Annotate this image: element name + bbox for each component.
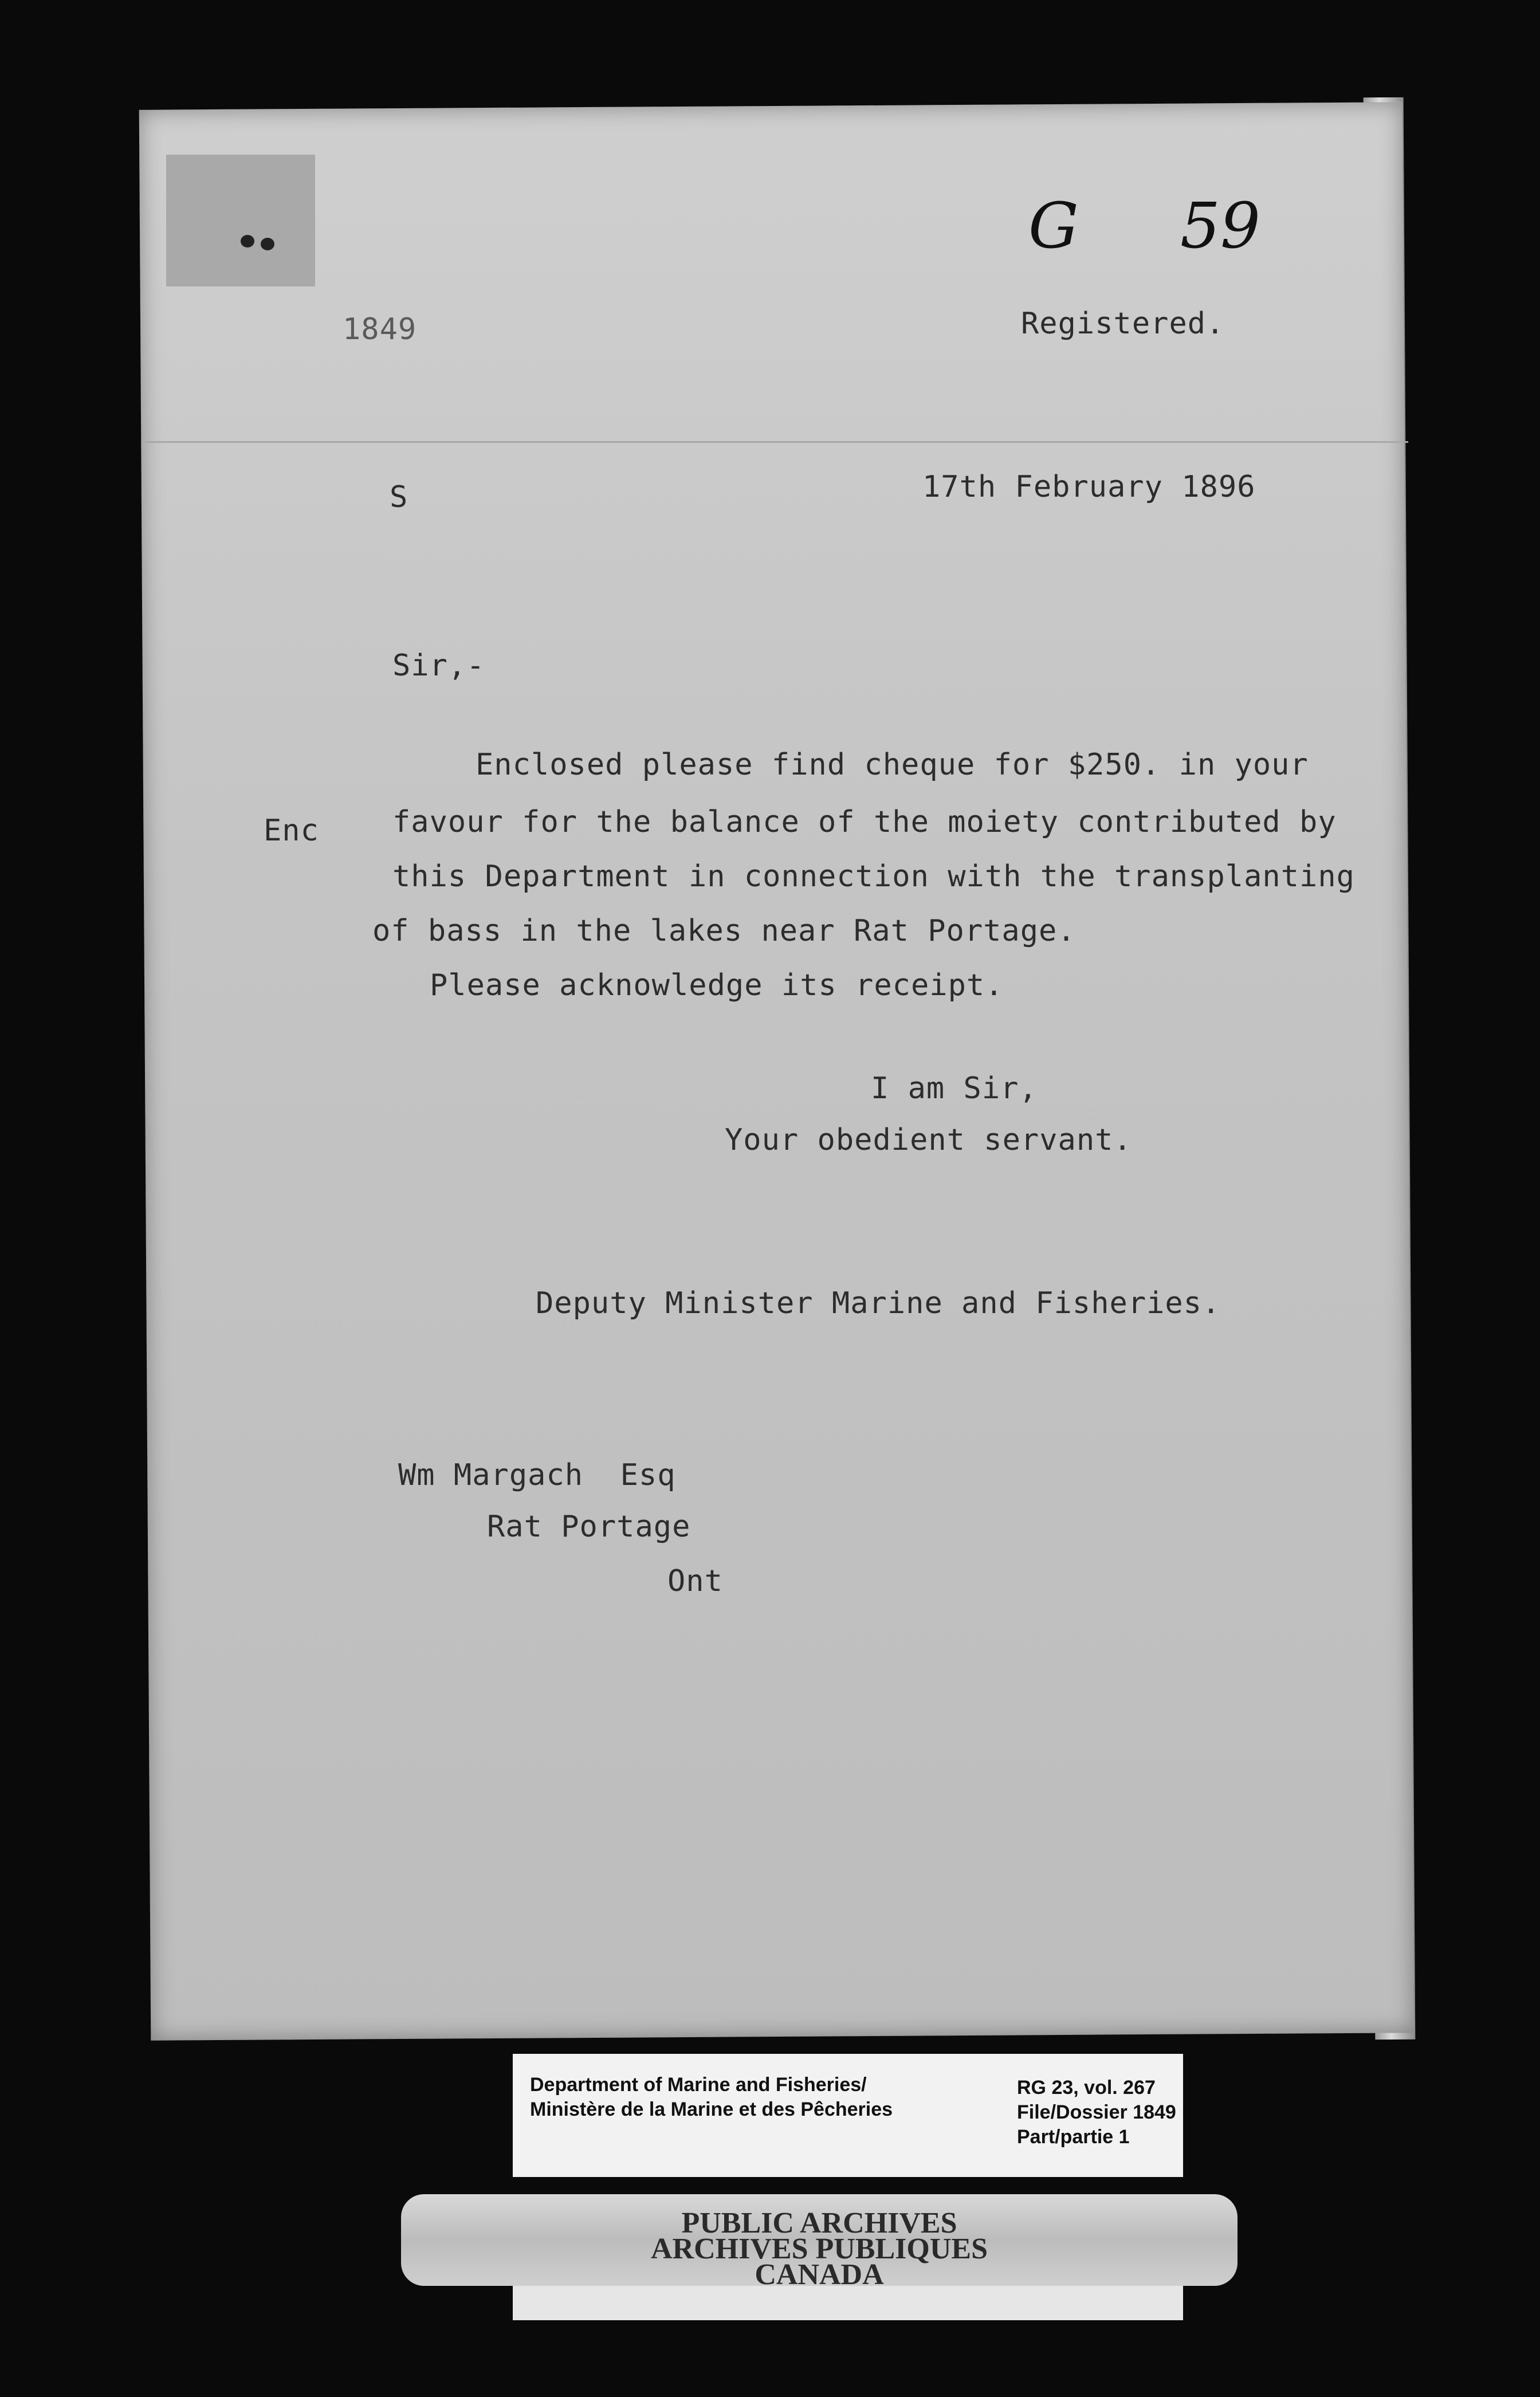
- body-line: of bass in the lakes near Rat Portage.: [372, 914, 1076, 948]
- addressee-place: Rat Portage: [487, 1510, 691, 1544]
- binding-tab: [166, 155, 315, 286]
- file-dossier: File/Dossier 1849: [1017, 2101, 1176, 2123]
- addressee-province: Ont: [667, 1564, 723, 1598]
- signature-title: Deputy Minister Marine and Fisheries.: [536, 1286, 1221, 1321]
- letter-date: 17th February 1896: [922, 470, 1256, 504]
- body-line: Please acknowledge its receipt.: [430, 968, 1004, 1003]
- handwritten-reference: G: [1028, 189, 1079, 262]
- file-number: 1849: [343, 312, 417, 347]
- department-english: Department of Marine and Fisheries/: [530, 2074, 867, 2096]
- margin-note: Enc: [264, 814, 319, 848]
- label-footer: [513, 2286, 1183, 2320]
- archive-stamp-line: PUBLIC ARCHIVES: [681, 2207, 957, 2239]
- registered-note: Registered.: [1021, 306, 1225, 341]
- salutation: Sir,-: [392, 649, 485, 683]
- handwritten-page-number: 59: [1180, 189, 1260, 262]
- body-line: this Department in connection with the transplanting: [392, 859, 1355, 894]
- part-partie: Part/partie 1: [1017, 2126, 1130, 2148]
- record-group-volume: RG 23, vol. 267: [1017, 2077, 1156, 2099]
- letter-page: [139, 102, 1415, 2040]
- punch-hole-icon: [241, 235, 254, 247]
- archive-stamp-line: CANADA: [755, 2258, 884, 2291]
- body-line: Enclosed please find cheque for $250. in your: [476, 748, 1309, 782]
- ruled-line: [145, 441, 1408, 443]
- punch-hole-icon: [261, 238, 274, 250]
- department-french: Ministère de la Marine et des Pêcheries: [530, 2099, 893, 2120]
- body-line: favour for the balance of the moiety contributed by: [392, 805, 1337, 839]
- addressee-name: Wm Margach Esq: [398, 1458, 676, 1492]
- closing-line: Your obedient servant.: [725, 1123, 1132, 1157]
- closing-line: I am Sir,: [871, 1071, 1038, 1106]
- initial-mark: S: [390, 480, 408, 514]
- archive-reference-label: [513, 2054, 1183, 2177]
- archive-stamp-line: ARCHIVES PUBLIQUES: [650, 2233, 988, 2265]
